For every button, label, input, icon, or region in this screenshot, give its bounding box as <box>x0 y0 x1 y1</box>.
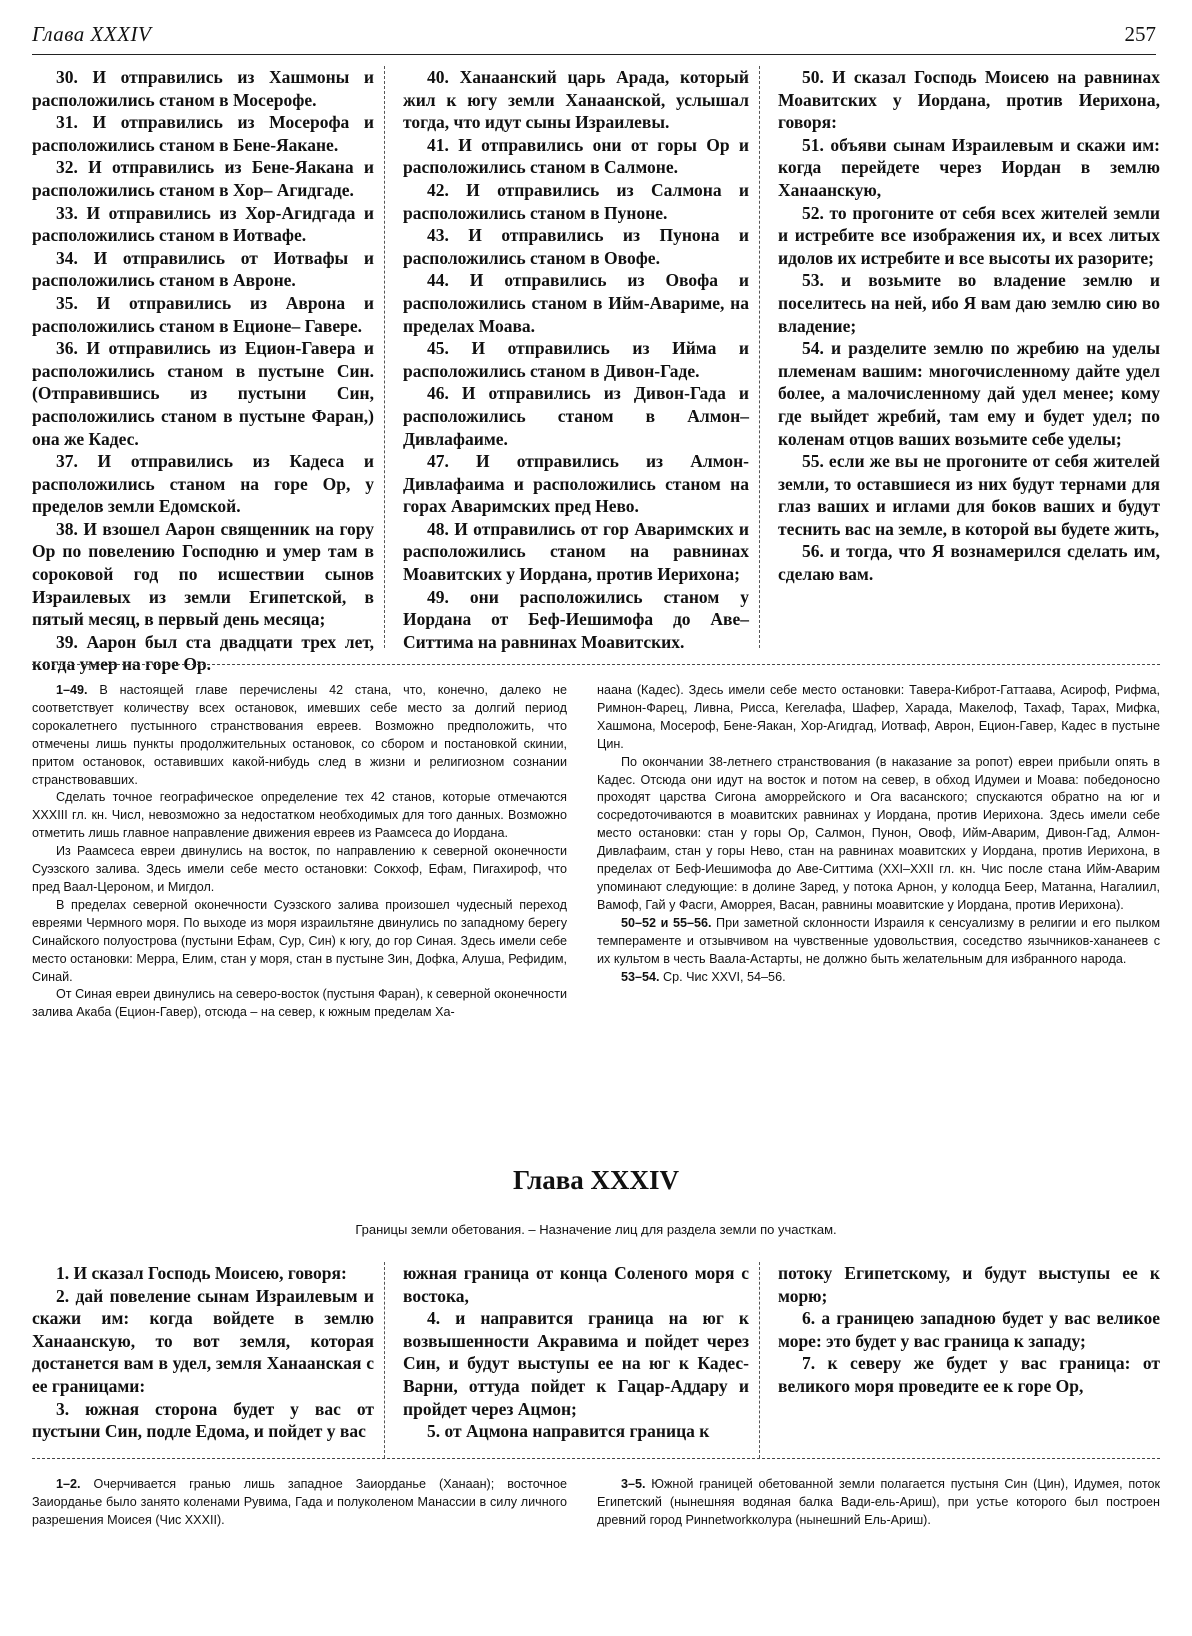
verse: 36. И отправились из Ецион-Гавера и расположились станом в пустыне Син. (Отправившись из пустыни Син, расположились станом в пустыне Фаран,) она же Кадес. <box>32 338 374 449</box>
commentary-text: В пределах северной оконечности Суэзского залива произошел чудесный переход евреями Чермного моря. По выходе из моря израильтяне двинулись по западному берегу Синайского полуострова (пустыни Ефам, Сур, Син) к югу, до гор Синая. Здесь имели себе место остановки: Мерра, Елим, стан у моря, стан в пустыне Зин, Дофка, Алуша, Рефидим, Синай. <box>32 897 567 984</box>
commentary-paragraph <box>32 789 567 843</box>
commentary-ref: 1–2. <box>56 1477 81 1491</box>
commentary-ref: 3–5. <box>621 1477 646 1491</box>
chapter-summary: Границы земли обетования. – Назначение лиц для раздела земли по участкам. <box>355 1222 837 1237</box>
commentary-paragraph <box>32 682 567 789</box>
verse: 48. И отправились от гор Аваримских и расположились станом на равнинах Моавитских у Иордана, против Иерихона; <box>403 518 749 585</box>
verse: 33. И отправились из Хор-Агидгада и расположились станом в Иотвафе. <box>32 202 374 246</box>
commentary-text: Сделать точное географическое определение тех 42 станов, которые отмечаются XXXIII гл. кн. Числ, невозможно за недостатком необходимых для того данных. Возможно отметить лишь главное направление движения евреев из Раамсеса до Иордана. <box>32 790 567 841</box>
commentary-column-1 <box>32 682 581 1102</box>
verse: 5. от Ацмона направится граница к <box>427 1421 710 1442</box>
commentary-paragraph <box>32 1476 567 1530</box>
top-commentary <box>32 682 1160 1102</box>
commentary-text: В настоящей главе перечислены 42 стана, что, конечно, далеко не соответствует количеству всех остановок, имевших себе место за долгий период сорокалетнего пустынного странствования евреев. Возможно предположить, что отмечены лишь пункты продолжительных остановок, со сбором и постановкой скинии, притом остановок, оставивших какой-нибудь след в жизни и религиозном сознании странствовавших. <box>32 683 567 787</box>
verse-column-2 <box>384 66 759 652</box>
verse: 56. и тогда, что Я вознамерился сделать им, сделаю вам. <box>778 541 1160 585</box>
verse: 55. если же вы не прогоните от себя жителей земли, то оставшиеся из них будут тернами для глаз ваших и иглами для боков ваших и будут теснить вас на земле, в которой вы будете жить, <box>778 451 1160 539</box>
commentary-text: Из Раамсеса евреи двинулись на восток, по направлению к северной оконечности Суэзского залива. Здесь имели себе место остановки: Сокхоф, Ефам, Пигахироф, что пред Ваал-Цероном, и Мигдол. <box>32 844 567 894</box>
verse-column-1 <box>32 66 384 675</box>
commentary-paragraph <box>597 682 1160 754</box>
header-rule <box>32 54 1156 55</box>
verse: 37. И отправились из Кадеса и расположились станом на горе Ор, у пределов земли Едомской. <box>32 451 374 517</box>
verse: 40. Ханаанский царь Арада, который жил к югу земли Ханаанской, услышал тогда, что идут сыны Израилевы. <box>403 67 749 133</box>
commentary-text: По окончании 38-летнего странствования (в наказание за ропот) евреи прибыли опять в Кадес. Отсюда они идут на восток и потом на север, в обход Идумеи и Моава: победоносно проходят царства Сигона аморрейского и Ога васанского; спускаются обратно на юг и сосредоточиваются в моавитских равнинах у Иордана, против Иерихона. Здесь имели себе место остановки: стан у горы Ор, Салмон, Пунон, Овоф, Ийм-Аварим, Дивон-Гад, Алмон-Дивлафаим, стан у горы Нево, стан на равнинах моавитских у Иордана, против Иерихона, в пределах от Беф-Иешимофа до Аве-Ситтима (XXI–XXII гл. кн. Чис после стана Ийм-Аварим упоминают следующие: в долине Заред, у потока Арнон, у колодца Беер, Матанна, Нагалиил, Вамоф, Гай у Фасги, Аморрея, Васан, равнины моавитские у Иордана, против Иерихона). <box>597 754 1160 912</box>
verse: 3. южная сторона будет у вас от пустыни Син, подле Едома, и пойдет у вас <box>32 1398 374 1442</box>
verse: 38. И взошел Аарон священник на гору Ор по повелению Господню и умер там в сороковой год по исшествии сынов Израилевых из земли Египетской, в пятый месяц, в первый день месяца; <box>32 518 374 630</box>
verse: 41. И отправились они от горы Ор и расположились станом в Салмоне. <box>403 134 749 178</box>
commentary-text: наана (Кадес). Здесь имели себе место остановки: Тавера-Киброт-Гаттаава, Асироф, Рифма, Римнон-Фарец, Ливна, Рисса, Кегелафа, Шафер, Харада, Макелоф, Тахаф, Тарах, Мифка, Хашмона, Мосероф, Бене-Яакан, Хор-Агидгад, Иотваф, Аврон, Ецион-Гавер, Кадес в пустыне Цин. <box>597 683 1160 751</box>
verse: 1. И сказал Господь Моисею, говоря: <box>56 1263 347 1283</box>
verse: 34. И отправились от Иотвафы и расположились станом в Авроне. <box>32 247 374 291</box>
verse: 7. к северу же будет у вас граница: от великого моря проведите ее к горе Ор, <box>778 1353 1160 1396</box>
verse-column-1 <box>32 1262 384 1458</box>
verse: 54. и разделите землю по жребию на уделы племенам вашим: многочисленному дайте удел более, а малочисленному дай удел менее; кому где выйдет жребий, там ему и будет удел; по коленам отцов ваших возьмите себе уделы; <box>778 338 1160 449</box>
commentary-text: Ср. Чис XXVI, 54–56. <box>659 969 786 984</box>
verse: 53. и возьмите во владение землю и поселитесь на ней, ибо Я вам даю землю сию во владение; <box>778 270 1160 336</box>
verse: 47. И отправились из Алмон-Дивлафаима и расположились станом на горах Аваримских пред Нево. <box>403 451 749 517</box>
verse: 30. И отправились из Хашмоны и расположились станом в Мосерофе. <box>32 67 374 110</box>
verse: 6. а границею западною будет у вас великое море: это будет у вас граница к западу; <box>778 1308 1160 1351</box>
verse: 49. они расположились станом у Иордана от Беф-Иешимофа до Аве– Ситтима на равнинах Моавитских. <box>403 586 749 652</box>
running-header-chapter: Глава XXXIV <box>32 22 152 46</box>
commentary-divider <box>32 664 1160 665</box>
commentary-column-1 <box>32 1476 581 1556</box>
commentary-text: При заметной склонности Израиля к сенсуализму в религии и его пылком темпераменте и отзывчивом на чувственные удовольствия, соседство язычников-хананеев с их культом в честь Ваала-Астарты, не должно быть желательным для избранного народа. <box>597 915 1160 966</box>
verse: 46. И отправились из Дивон-Гада и расположились станом в Алмон– Дивлафаиме. <box>403 383 749 449</box>
verse: 39. Аарон был ста двадцати трех лет, когда умер на горе Ор. <box>32 631 374 675</box>
running-header <box>32 22 1156 52</box>
verse: 32. И отправились из Бене-Яакана и расположились станом в Хор– Агидгаде. <box>32 157 374 200</box>
verse: 2. дай повеление сынам Израилевым и скажи им: когда войдете в землю Ханаанскую, то вот земля, которая достанется вам в удел, земля Ханаанская с ее границами: <box>32 1285 374 1396</box>
commentary-paragraph <box>597 754 1160 915</box>
verse: 35. И отправились из Аврона и расположились станом в Еционе– Гавере. <box>32 292 374 336</box>
commentary-text: Южной границей обетованной земли полагается пустыня Син (Цин), Идумея, поток Египетский (нынешняя водяная балка Вади-ель-Ариш), при устье которого был построен древний город Ринnetworkколура (нынешний Ель-Ариш). <box>597 1477 1160 1527</box>
commentary-paragraph <box>597 915 1160 969</box>
bottom-verses <box>32 1262 1160 1458</box>
commentary-column-2 <box>581 1476 1160 1556</box>
verse: 42. И отправились из Салмона и расположились станом в Пуноне. <box>403 179 749 223</box>
commentary-ref: 1–49. <box>56 683 88 697</box>
commentary-ref: 53–54. <box>621 969 660 984</box>
commentary-paragraph <box>32 843 567 897</box>
verse-column-2 <box>384 1262 759 1458</box>
commentary-paragraph <box>32 986 567 1022</box>
commentary-paragraph <box>32 897 567 987</box>
top-verses <box>32 66 1160 675</box>
verse: 44. И отправились из Овофа и расположились станом в Ийм-Авариме, на пределах Моава. <box>403 270 749 336</box>
commentary-paragraph <box>597 969 1160 987</box>
bottom-commentary <box>32 1476 1160 1556</box>
verse-column-3 <box>759 1262 1160 1458</box>
verse: 31. И отправились из Мосерофа и расположились станом в Бене-Яакане. <box>32 112 374 155</box>
commentary-text: От Синая евреи двинулись на северо-восток (пустыня Фаран), к северной оконечности залива Акаба (Ецион-Гавер), отсюда – на север, к южным пределам Ха- <box>32 987 567 1020</box>
commentary-ref: 50–52 и 55–56. <box>621 915 712 930</box>
verse: 43. И отправились из Пунона и расположились станом в Овофе. <box>403 225 749 268</box>
verse: 51. объяви сынам Израилевым и скажи им: когда перейдете через Иордан в землю Ханаанскую, <box>778 134 1160 200</box>
verse: 50. И сказал Господь Моисею на равнинах Моавитских у Иордана, против Иерихона, говоря: <box>778 67 1160 133</box>
verse: 4. и направится граница на юг к возвышенности Акравима и пойдет через Син, и будут выступы ее на юг к Кадес-Варни, оттуда пойдет к Гацар-Аддару и пройдет через Ацмон; <box>403 1308 749 1419</box>
verse: 45. И отправились из Ийма и расположились станом в Дивон-Гаде. <box>403 338 749 381</box>
commentary-paragraph <box>597 1476 1160 1530</box>
verse-column-3 <box>759 66 1160 648</box>
verse: южная граница от конца Соленого моря с востока, <box>403 1263 749 1306</box>
verse: потоку Египетскому, и будут выступы ее к морю; <box>778 1263 1160 1306</box>
page-number: 257 <box>1124 22 1156 46</box>
verse: 52. то прогоните от себя всех жителей земли и истребите все изображения их, и всех литых идолов их истребите и все высоты их разорите; <box>778 202 1160 268</box>
chapter-title: Глава XXXIV <box>512 1165 680 1195</box>
commentary-divider <box>32 1458 1160 1459</box>
commentary-column-2 <box>581 682 1160 1102</box>
commentary-text: Очерчивается гранью лишь западное Заиорданье (Ханаан); восточное Заиорданье было занято коленами Рувима, Гада и полуколеном Манассии в силу личного разрешения Моисея (Чис XXXII). <box>32 1477 567 1527</box>
